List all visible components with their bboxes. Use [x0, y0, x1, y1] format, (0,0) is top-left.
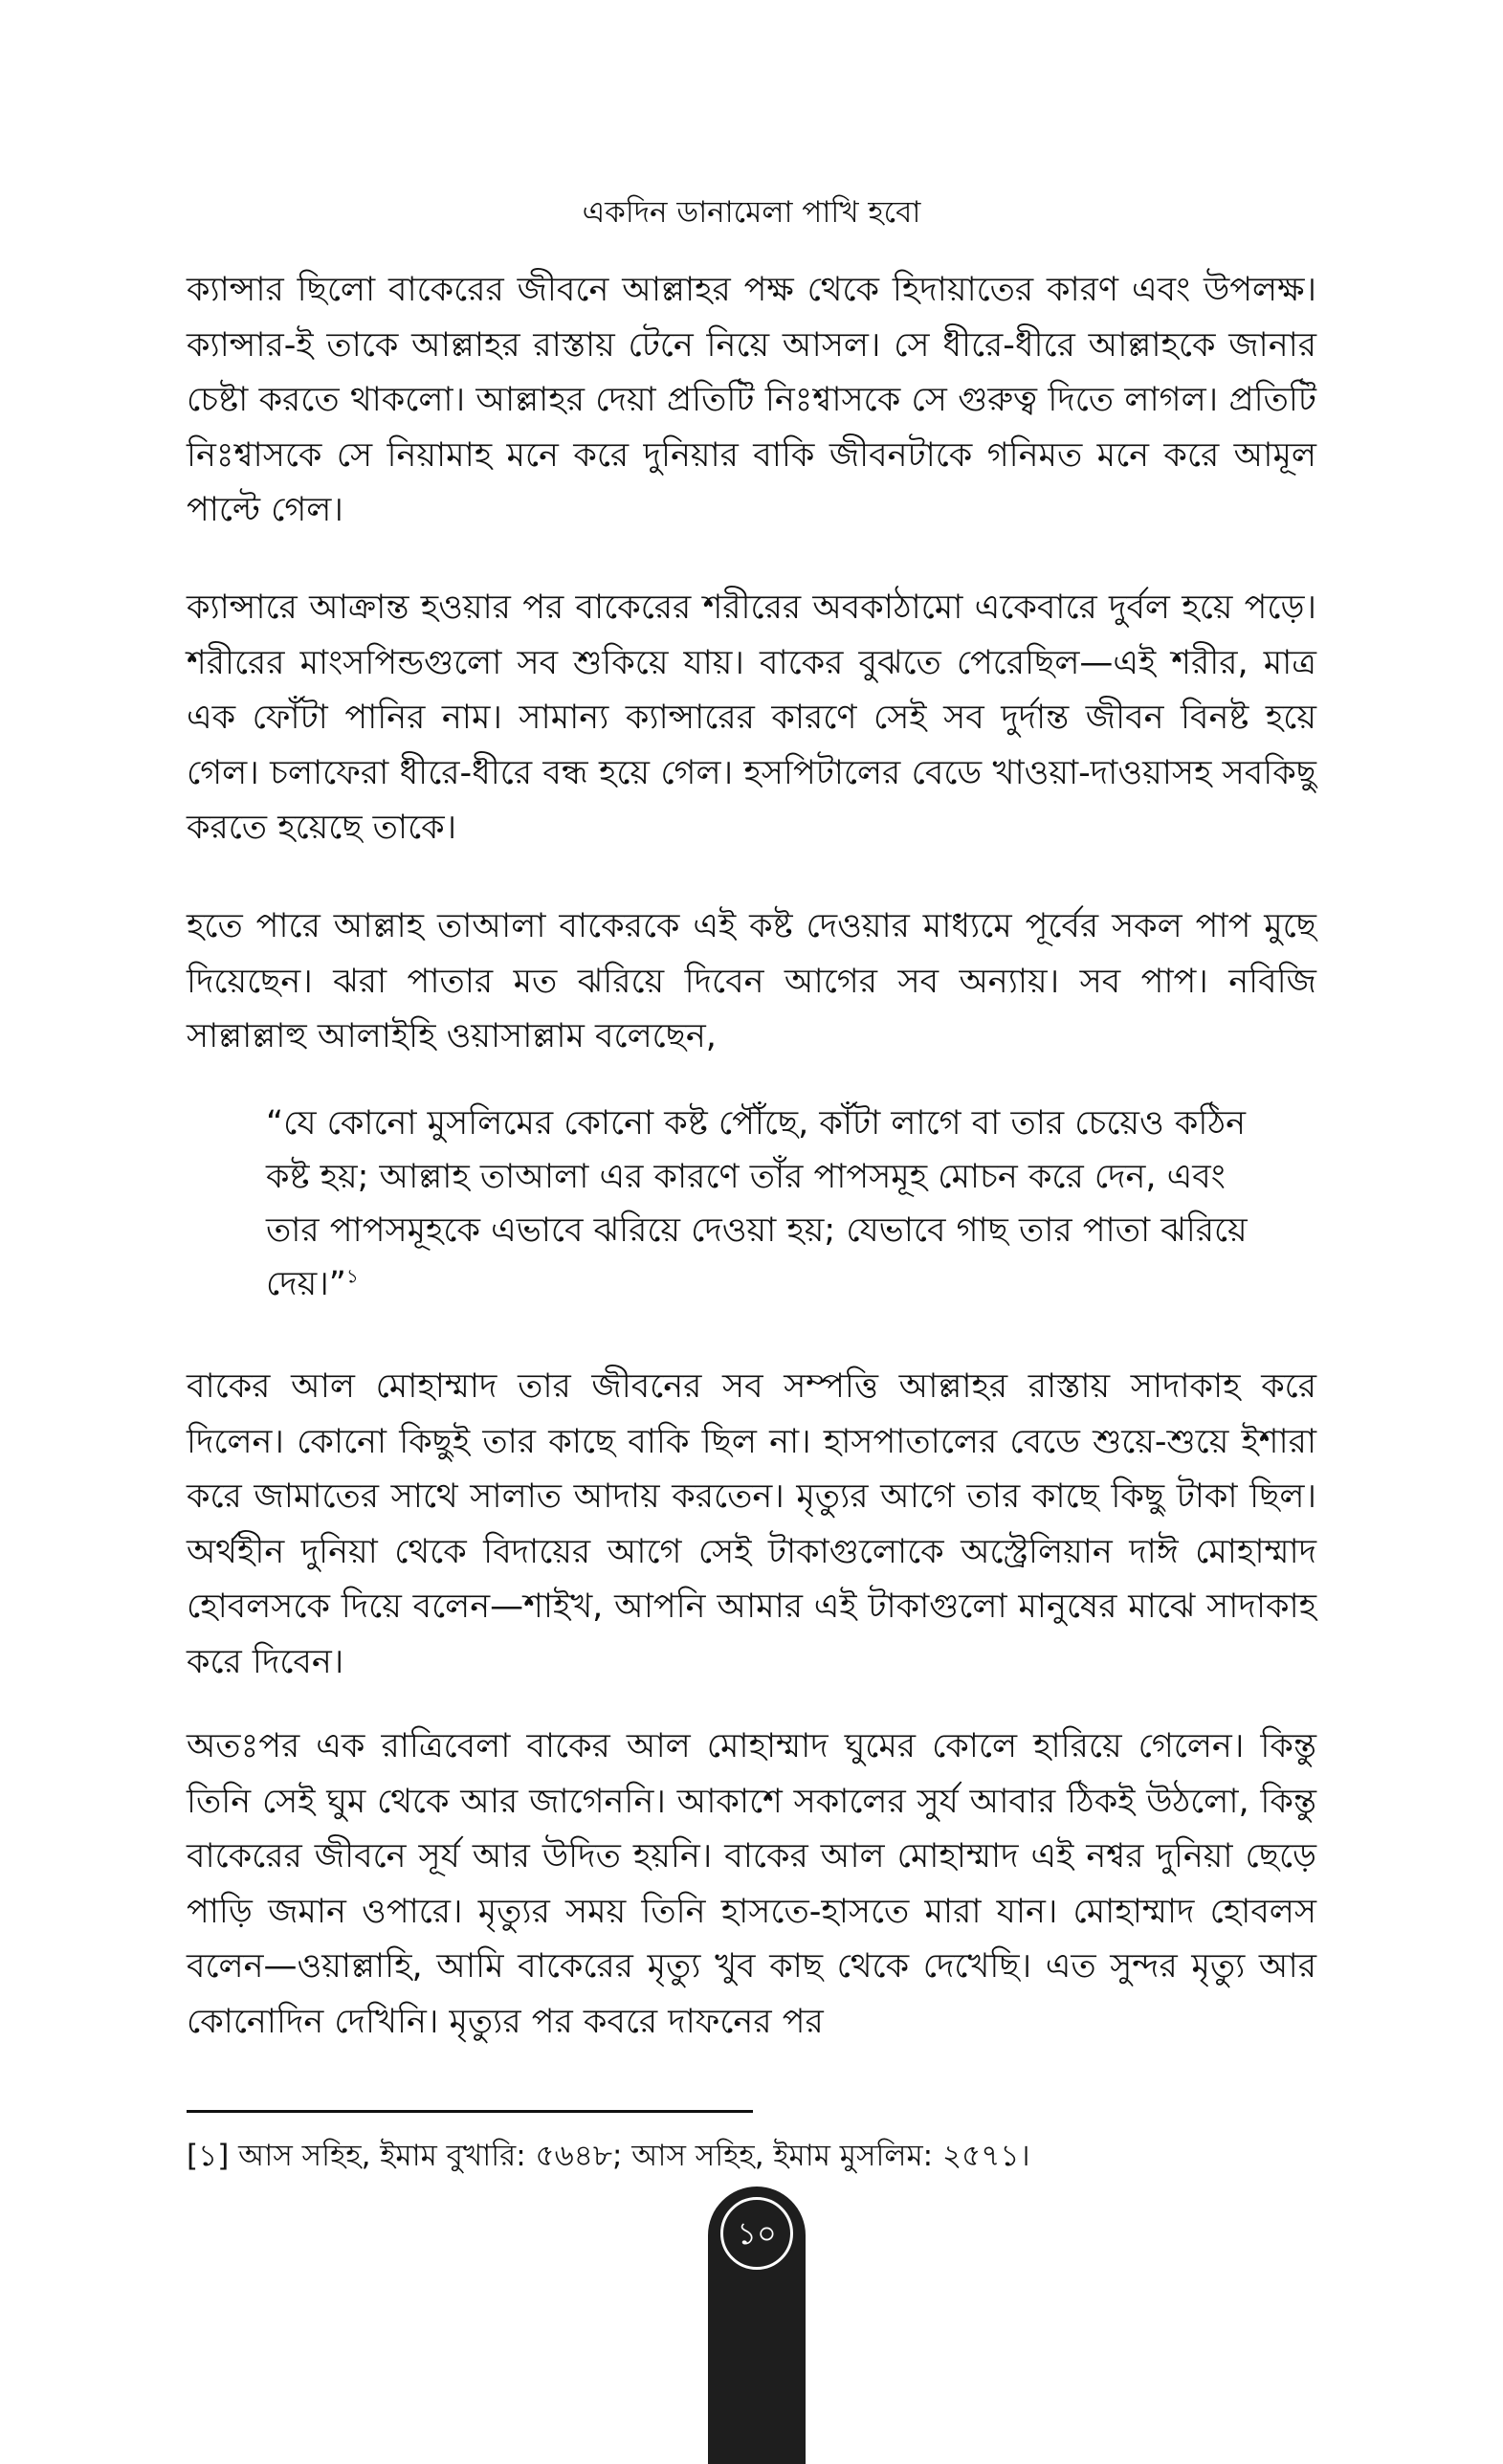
body-paragraph	[187, 263, 1316, 539]
running-header: একদিন ডানামেলা পাখি হবো	[582, 195, 921, 230]
footnote-divider	[187, 2110, 753, 2113]
quote-text: “যে কোনো মুসলিমের কোনো কষ্ট পৌঁছে, কাঁটা লাগে বা তার চেয়েও কঠিন কষ্ট হয়; আল্লাহ তাআলা এর কারণে তাঁর পাপসমূহ মোচন করে দেন, এবং তার পাপসমূহকে এভাবে ঝরিয়ে দেওয়া হয়; যেভাবে গাছ তার পাতা ঝরিয়ে দেয়।”	[266, 1104, 1248, 1303]
paragraph-text: হতে পারে আল্লাহ তাআলা বাকেরকে এই কষ্ট দেওয়ার মাধ্যমে পূর্বের সকল পাপ মুছে দিয়েছেন। ঝরা পাতার মত ঝরিয়ে দিবেন আগের সব অন্যায়। সব পাপ। নবিজি সাল্লাল্লাহু আলাইহি ওয়াসাল্লাম বলেছেন,	[187, 907, 1316, 1055]
paragraph-text: ক্যান্সার ছিলো বাকেরের জীবনে আল্লাহর পক্ষ থেকে হিদায়াতের কারণ এবং উপলক্ষ। ক্যান্সার-ই তাকে আল্লাহর রাস্তায় টেনে নিয়ে আসল। সে ধীরে-ধীরে আল্লাহকে জানার চেষ্টা করতে থাকলো। আল্লাহর দেয়া প্রতিটি নিঃশ্বাসকে সে গুরুত্ব দিতে লাগল। প্রতিটি নিঃশ্বাসকে সে নিয়ামাহ মনে করে দুনিয়ার বাকি জীবনটাকে গনিমত মনে করে আমূল পাল্টে গেল।	[187, 271, 1316, 529]
body-paragraph	[187, 1360, 1316, 1690]
page-number: ১০	[720, 2197, 793, 2270]
footnote-marker: ১	[345, 1264, 359, 1288]
paragraph-text: অতঃপর এক রাত্রিবেলা বাকের আল মোহাম্মাদ ঘুমের কোলে হারিয়ে গেলেন। কিন্তু তিনি সেই ঘুম থেকে আর জাগেননি। আকাশে সকালের সুর্য আবার ঠিকই উঠলো, কিন্তু বাকেরের জীবনে সূর্য আর উদিত হয়নি। বাকের আল মোহাম্মাদ এই নশ্বর দুনিয়া ছেড়ে পাড়ি জমান ওপারে। মৃত্যুর সময় তিনি হাসতে-হাসতে মারা যান। মোহাম্মাদ হোবলস বলেন—ওয়াল্লাহি, আমি বাকেরের মৃত্যু খুব কাছ থেকে দেখেছি। এত সুন্দর মৃত্যু আর কোনোদিন দেখিনি। মৃত্যুর পর কবরে দাফনের পর	[187, 1727, 1316, 2041]
body-paragraph	[187, 581, 1316, 856]
paragraph-text: ক্যান্সারে আক্রান্ত হওয়ার পর বাকেরের শরীরের অবকাঠামো একেবারে দুর্বল হয়ে পড়ে। শরীরের মাংসপিন্ডগুলো সব শুকিয়ে যায়। বাকের বুঝতে পেরেছিল—এই শরীর, মাত্র এক ফোঁটা পানির নাম। সামান্য ক্যান্সারের কারণে সেই সব দুর্দান্ত জীবন বিনষ্ট হয়ে গেল। চলাফেরা ধীরে-ধীরে বন্ধ হয়ে গেল। হসপিটালের বেডে খাওয়া-দাওয়াসহ সবকিছু করতে হয়েছে তাকে।	[187, 588, 1316, 847]
hadith-quote	[266, 1097, 1261, 1311]
paragraph-text: বাকের আল মোহাম্মাদ তার জীবনের সব সম্পত্তি আল্লাহর রাস্তায় সাদাকাহ করে দিলেন। কোনো কিছুই তার কাছে বাকি ছিল না। হাসপাতালের বেডে শুয়ে-শুয়ে ইশারা করে জামাতের সাথে সালাত আদায় করতেন। মৃত্যুর আগে তার কাছে কিছু টাকা ছিল। অর্থহীন দুনিয়া থেকে বিদায়ের আগে সেই টাকাগুলোকে অস্ট্রেলিয়ান দাঈ মোহাম্মাদ হোবলসকে দিয়ে বলেন—শাইখ, আপনি আমার এই টাকাগুলো মানুষের মাঝে সাদাকাহ করে দিবেন।	[187, 1367, 1316, 1681]
body-paragraph	[187, 1720, 1316, 2050]
footnote: [১] আস সহিহ, ইমাম বুখারি: ৫৬৪৮; আস সহিহ, ইমাম মুসলিম: ২৫৭১।	[187, 2139, 1030, 2173]
body-paragraph	[187, 899, 1316, 1065]
